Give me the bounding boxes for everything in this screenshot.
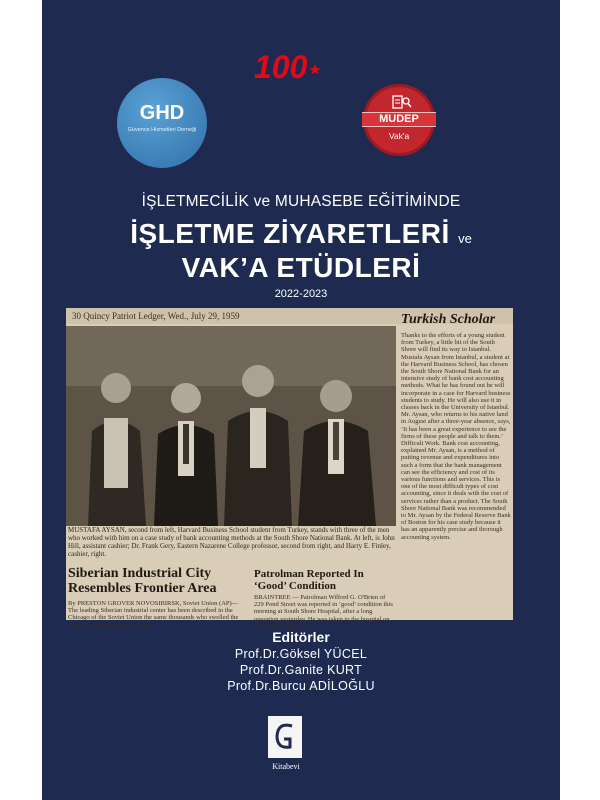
clipping-column-title: Turkish Scholar — [401, 312, 496, 327]
ghd-logo — [117, 78, 207, 168]
title-line-1: İŞLETMECİLİK ve MUHASEBE EĞİTİMİNDE — [141, 193, 461, 210]
mudep-name: MUDEP — [379, 113, 419, 125]
clipping-headline-left: Siberian Industrial City Resembles Frontier Area — [68, 566, 217, 596]
clipping-body-mid: BRAINTREE — Patrolman Wilfred G. O'Brien of 229 Pond Street was reported in ‘good’ condition this morning at South Shore Hospital, after a long operation yesterday. He was taken to the hospital on July 20 after his long — [254, 594, 393, 630]
title-line-3: VAK’A ETÜDLERİ — [181, 252, 421, 283]
publisher-g-icon — [268, 716, 302, 758]
star-icon — [309, 64, 320, 75]
mudep-logo — [363, 84, 435, 156]
editor-name: Prof.Dr.Ganite KURT — [239, 663, 363, 677]
clipping-body-left: By PRESTON GROVER NOVOSIBIRSK, Soviet Union (AP)—The leading Siberian industrial center has been described in the Chicago of the Soviet Union the same thousands who swelled the American party crossed the river. — [68, 600, 239, 629]
clipping-body-right: Thanks to the efforts of a young student from Turkey, a little bit of the South Shore will find its way to Istanbul. Mustafa Aysan from Istanbul, a student at the Harvard Business School, has chosen the South Shore National Bank for an intensive study of bank cost accounting methods. What he has found out he will incorporate in a case for Harvard business students to study. He will also use it in classes back in the University of Istanbul. Mr. Aysan, who returns to his native land in August after a three-year absence, says, ‘It has been a great experience to see the firms of these people and talk to them.’ Difficult Work. Bank cost accounting, explained Mr. Aysan, is a method of putting revenue and expenditures into such a form that the bank management can see the efficiency and cost of its various functions and services. This is one of the most difficult types of cost accounting, since it deals with the cost of services rather than a product. The South Shore National Bank was recommended to Mr. Aysan by the Federal Reserve Bank of Boston for his case study because it has an apparently precise and thorough accounting system. — [401, 332, 511, 541]
editor-name: Prof.Dr.Burcu ADİLOĞLU — [227, 679, 375, 693]
anniversary-100-logo — [252, 44, 324, 88]
publisher-mark — [268, 716, 302, 758]
title-main: İŞLETME ZİYARETLERİ — [130, 218, 450, 249]
editor-name: Prof.Dr.Göksel YÜCEL — [234, 647, 368, 661]
clipping-headline-mid: Patrolman Reported In ‘Good’ Condition — [254, 568, 364, 592]
title-years: 2022-2023 — [274, 288, 328, 300]
title-connector: ve — [458, 231, 472, 246]
ghd-abbr: GHD — [139, 102, 185, 124]
publisher-name: Kitabevi — [272, 762, 300, 771]
mudep-sub: Vak'a — [388, 131, 410, 141]
editors-label: Editörler — [272, 629, 330, 645]
clipping-caption: MUSTAFA AYSAN, second from left, Harvard Business School student from Turkey, stands with three of the men who worked with him on a case study of bank accounting methods at the South Shore National Bank. At left, is John Hill, assistant cashier; Dr. Frank Gery, Eastern Nazarene College professor, second from right, and Harry E. Finley, cashier, right. — [68, 526, 395, 558]
clipboard-magnifier-icon — [388, 95, 414, 109]
ghd-full-name: Güvence Hizmetleri Derneği — [127, 127, 197, 133]
title-line-2 — [42, 218, 560, 250]
clipping-photo — [66, 326, 396, 526]
publisher-logo — [254, 716, 318, 780]
clipping-header: 30 Quincy Patriot Ledger, Wed., July 29, 1959 — [66, 308, 513, 324]
newspaper-clipping — [66, 308, 513, 630]
editors-block — [42, 628, 560, 694]
anniversary-100-text: 100 — [254, 49, 308, 85]
four-men-photo — [66, 326, 396, 526]
